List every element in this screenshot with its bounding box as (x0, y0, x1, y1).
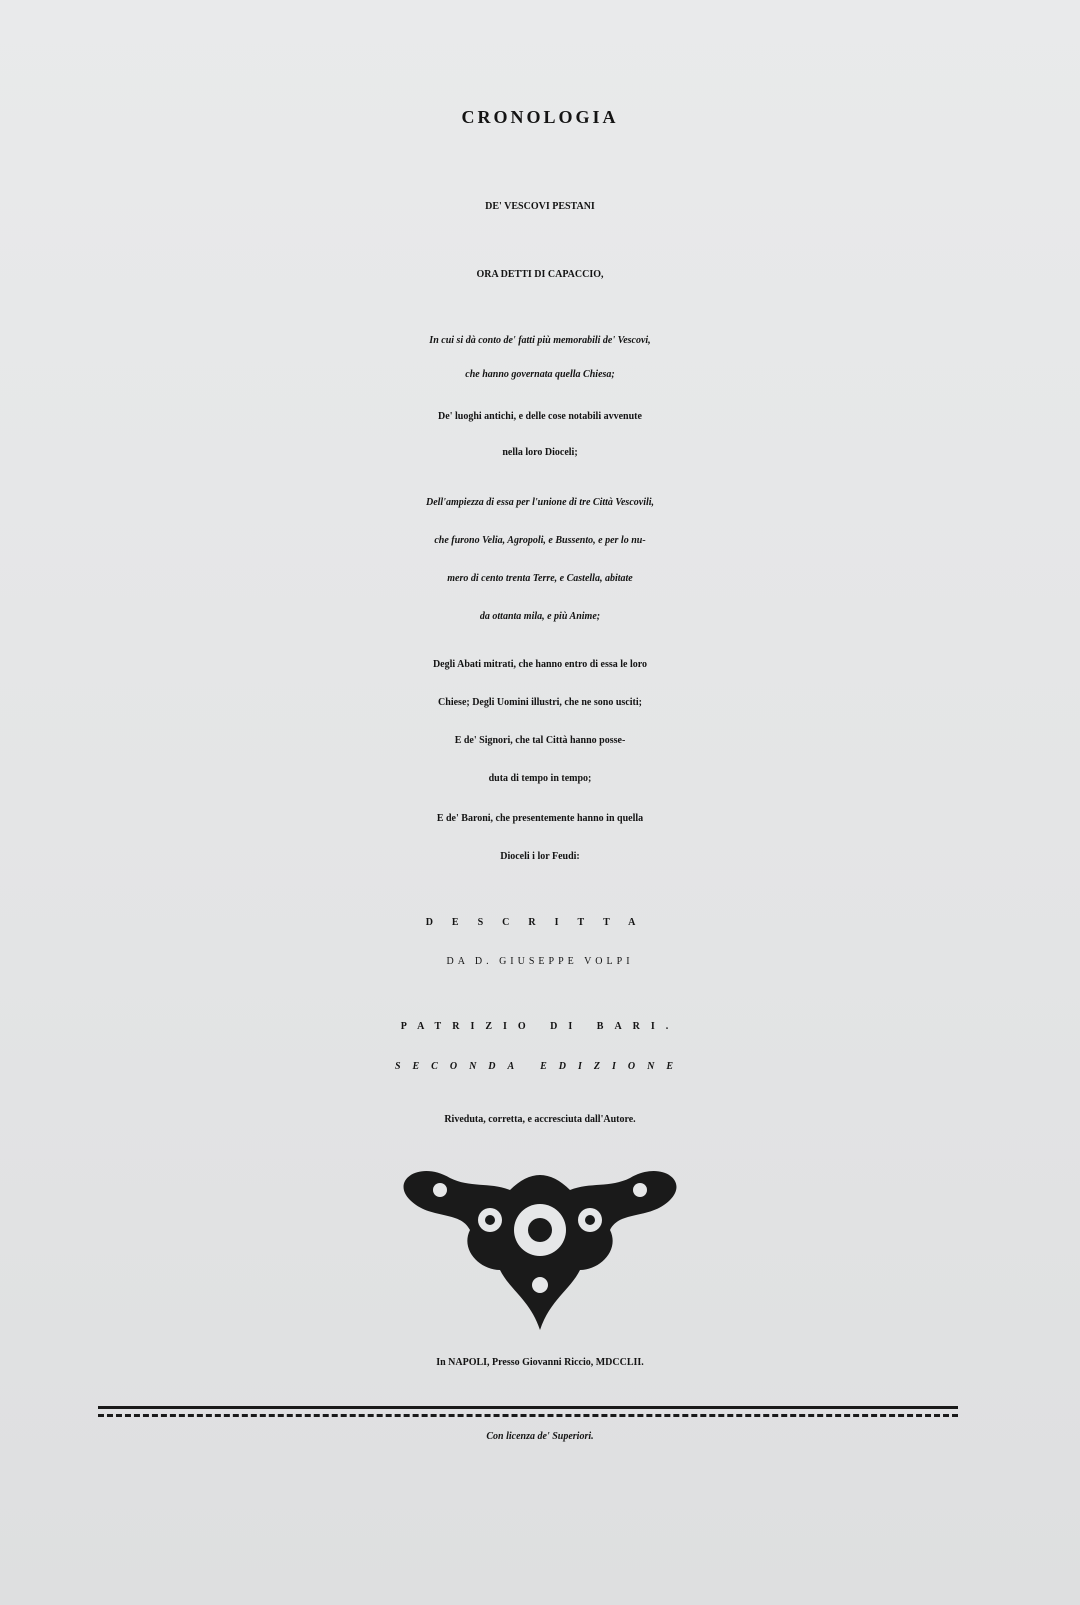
imprint-line: In NAPOLI, Presso Giovanni Riccio, MDCCLII. (436, 1357, 644, 1368)
description-line: E de' Baroni, che presentemente hanno in quella (436, 813, 644, 824)
subtitle-line-2: ORA DETTI DI CAPACCIO, (476, 269, 604, 280)
description-line: nella loro Dioceli; (502, 447, 578, 458)
description-line: che hanno governata quella Chiesa; (465, 369, 615, 380)
descritta-label: DESCRITTA (425, 917, 655, 928)
printers-ornament (380, 1160, 700, 1340)
description-line: E de' Signori, che tal Città hanno posse- (454, 735, 626, 746)
divider-rule (98, 1414, 958, 1417)
edition-note: Riveduta, corretta, e accresciuta dall'Autore. (444, 1114, 636, 1125)
description-line: Chiese; Degli Uomini illustri, che ne sono usciti; (438, 697, 642, 708)
description-line: Dell'ampiezza di essa per l'unione di tre Città Vescovili, (425, 497, 655, 508)
description-line: In cui si dà conto de' fatti più memorabili de' Vescovi, (429, 335, 651, 346)
description-line: mero di cento trenta Terre, e Castella, abitate (447, 573, 633, 584)
description-line: duta di tempo in tempo; (488, 773, 592, 784)
description-line: da ottanta mila, e più Anime; (479, 611, 601, 622)
divider-rule (98, 1406, 958, 1409)
description-line: Dioceli i lor Feudi: (500, 851, 580, 862)
author-title: PATRIZIO DI BARI. (400, 1021, 680, 1032)
author-name: DA D. GIUSEPPE VOLPI (446, 956, 634, 967)
description-line: Degli Abati mitrati, che hanno entro di essa le loro (432, 659, 648, 670)
license-line: Con licenza de' Superiori. (486, 1431, 594, 1442)
subtitle-line-1: DE' VESCOVI PESTANI (485, 201, 595, 212)
description-line: De' luoghi antichi, e delle cose notabili avvenute (438, 411, 642, 422)
description-line: che furono Velia, Agropoli, e Bussento, e per lo nu- (434, 535, 646, 546)
main-title: CRONOLOGIA (461, 107, 619, 127)
edition-label: SECONDA EDIZIONE (394, 1061, 686, 1072)
